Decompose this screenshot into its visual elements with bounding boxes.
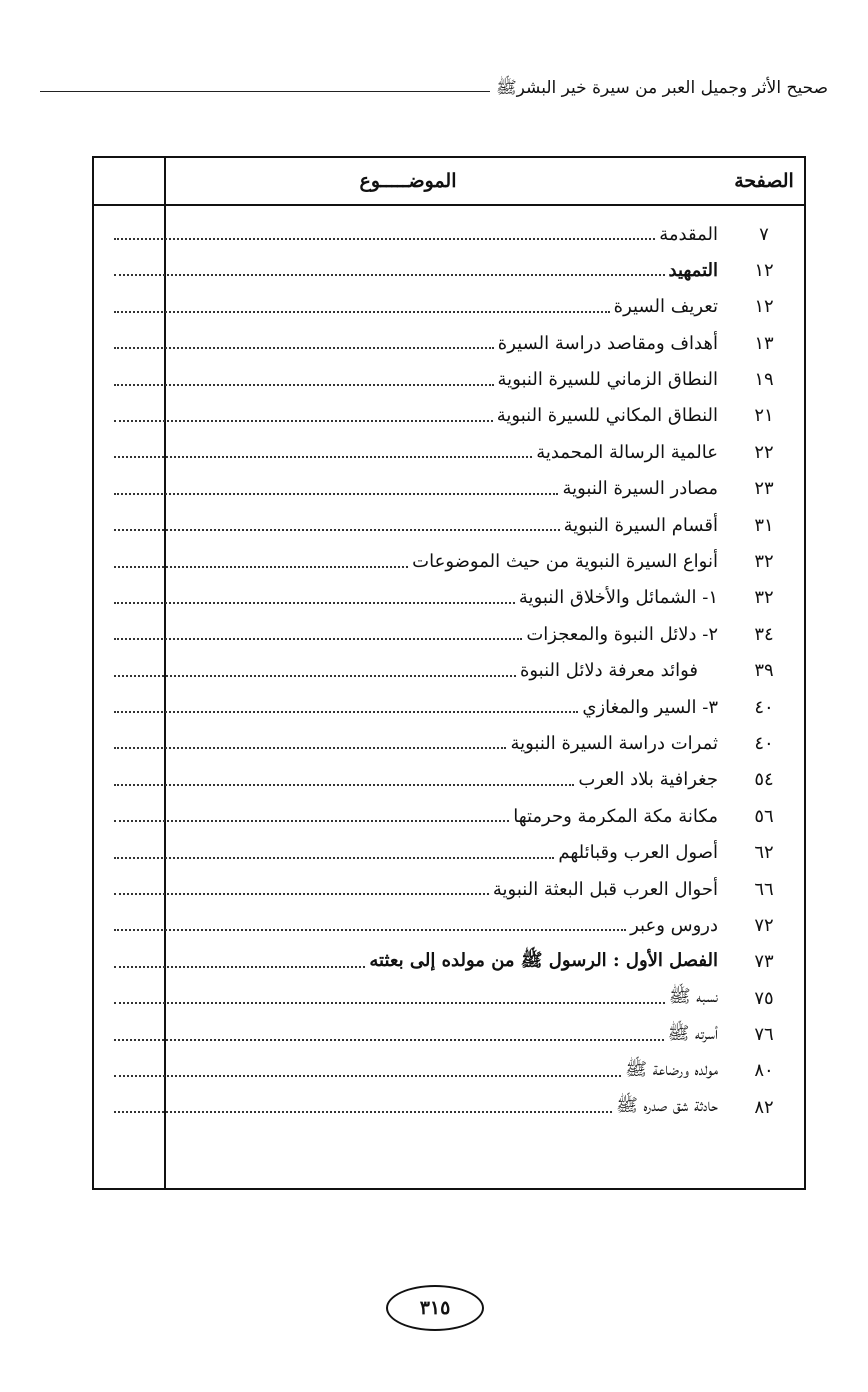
header-divider [94,204,804,206]
toc-entry [114,252,718,288]
dot-leader [114,238,655,240]
toc-entry [114,725,718,761]
toc-entry-page: ٣١ [754,514,774,536]
toc-entry-page: ٧ [759,223,769,245]
column-header-page: الصفحة [734,170,794,192]
toc-entry-label: أحوال العرب قبل البعثة النبوية [492,878,718,900]
toc-entry [114,871,718,907]
toc-entry [114,289,718,325]
dot-leader [114,638,522,640]
dot-leader [114,929,626,931]
toc-rows [94,216,804,1126]
toc-entry [114,544,718,580]
toc-entry-label: التمهيد [668,259,718,281]
toc-row [94,1017,804,1053]
toc-entry-label: ٣- السير والمغازي [582,696,718,718]
dot-leader [114,747,506,749]
toc-row [94,980,804,1016]
toc-entry-page: ٢٣ [754,478,774,500]
toc-entry-label: أسرته ﷺ [667,1022,718,1044]
toc-entry-page: ٨٢ [754,1096,774,1118]
toc-entry [114,1053,718,1089]
dot-leader [114,420,493,422]
toc-row [94,252,804,288]
toc-row [94,398,804,434]
dot-leader [114,675,516,677]
toc-entry-label: الفصل الأول : الرسول ﷺ من مولده إلى بعثته [369,949,718,971]
toc-row [94,434,804,470]
dot-leader [114,529,560,531]
toc-entry-label: ١- الشمائل والأخلاق النبوية [518,587,718,609]
toc-entry-page: ٧٣ [754,951,774,973]
toc-entry-page: ١٩ [754,369,774,391]
toc-entry-label: أهداف ومقاصد دراسة السيرة [497,332,718,354]
toc-entry [114,1017,718,1053]
toc-row [94,325,804,361]
toc-entry [114,362,718,398]
dot-leader [114,893,489,895]
toc-entry [114,434,718,470]
toc-entry-page: ١٢ [754,296,774,318]
toc-entry-page: ٢١ [754,405,774,427]
toc-row [94,1053,804,1089]
toc-entry [114,616,718,652]
toc-entry-page: ١٢ [754,259,774,281]
toc-entry [114,325,718,361]
toc-row [94,616,804,652]
toc-entry [114,907,718,943]
toc-row [94,689,804,725]
toc-entry [114,835,718,871]
toc-entry-label: المقدمة [659,223,718,245]
dot-leader [114,347,494,349]
toc-entry [114,944,718,980]
toc-row [94,471,804,507]
toc-entry [114,653,718,689]
toc-entry-page: ٤٠ [754,732,774,754]
dot-leader [114,1039,664,1041]
toc-row [94,907,804,943]
toc-row [94,216,804,252]
dot-leader [114,1002,665,1004]
toc-entry-label: نسبه ﷺ [668,986,718,1008]
dot-leader [114,274,665,276]
toc-entry [114,507,718,543]
toc-row [94,944,804,980]
toc-entry-label: تعريف السيرة [613,296,718,318]
toc-entry-page: ٦٢ [754,842,774,864]
toc-entry [114,980,718,1016]
dot-leader [114,711,578,713]
toc-entry [114,471,718,507]
dot-leader [114,820,509,822]
toc-entry-label: مكانة مكة المكرمة وحرمتها [513,805,718,827]
dot-leader [114,456,532,458]
toc-row [94,289,804,325]
toc-row [94,1089,804,1125]
toc-entry-page: ٥٦ [754,805,774,827]
dot-leader [114,493,558,495]
toc-entry-label: النطاق الزماني للسيرة النبوية [497,369,718,391]
toc-entry-label: جغرافية بلاد العرب [578,769,718,791]
toc-row [94,544,804,580]
toc-row [94,871,804,907]
toc-entry-label: عالمية الرسالة المحمدية [536,441,718,463]
toc-row [94,580,804,616]
toc-entry [114,798,718,834]
toc-row [94,798,804,834]
toc-entry-label: دروس وعبر [630,914,718,936]
dot-leader [114,857,554,859]
column-header-topic: الموضـــــوع [359,170,457,192]
toc-entry-page: ٧٥ [754,987,774,1009]
toc-entry-page: ٨٠ [754,1060,774,1082]
toc-table [92,156,806,1190]
toc-entry-label: ثمرات دراسة السيرة النبوية [510,732,718,754]
toc-row [94,507,804,543]
toc-entry [114,762,718,798]
page-number: ٣١٥ [386,1285,484,1331]
header-rule [40,91,490,92]
toc-entry-page: ٣٩ [754,660,774,682]
toc-entry-label: أنواع السيرة النبوية من حيث الموضوعات [412,551,718,573]
toc-entry [114,216,718,252]
dot-leader [114,384,494,386]
book-title: صحيح الأثر وجميل العبر من سيرة خير البشرﷺ [496,77,828,98]
dot-leader [114,784,574,786]
toc-entry-label: حادثة شق صدره ﷺ [616,1095,718,1117]
toc-entry-page: ٤٠ [754,696,774,718]
toc-row [94,762,804,798]
toc-entry [114,1089,718,1125]
dot-leader [114,1111,612,1113]
toc-entry-label: مصادر السيرة النبوية [562,478,718,500]
dot-leader [114,966,365,968]
toc-entry-page: ٦٦ [754,878,774,900]
toc-row [94,725,804,761]
toc-entry [114,689,718,725]
toc-entry-page: ٧٦ [754,1024,774,1046]
toc-entry [114,580,718,616]
dot-leader [114,1075,621,1077]
toc-entry-label: فوائد معرفة دلائل النبوة [519,660,698,682]
dot-leader [114,311,610,313]
toc-entry-label: مولده ورضاعة ﷺ [625,1058,718,1080]
toc-entry [114,398,718,434]
toc-entry-label: النطاق المكاني للسيرة النبوية [496,405,718,427]
toc-entry-label: أقسام السيرة النبوية [563,514,718,536]
toc-entry-label: ٢- دلائل النبوة والمعجزات [526,623,718,645]
toc-entry-page: ٣٢ [754,587,774,609]
toc-row [94,653,804,689]
toc-entry-page: ٥٤ [754,769,774,791]
toc-row [94,362,804,398]
dot-leader [114,602,515,604]
toc-entry-page: ٣٢ [754,551,774,573]
toc-entry-page: ٣٤ [754,623,774,645]
toc-entry-label: أصول العرب وقبائلهم [558,842,718,864]
toc-entry-page: ٧٢ [754,914,774,936]
running-header [40,72,828,106]
toc-entry-page: ٢٢ [754,441,774,463]
toc-entry-page: ١٣ [754,332,774,354]
toc-row [94,835,804,871]
dot-leader [114,566,408,568]
